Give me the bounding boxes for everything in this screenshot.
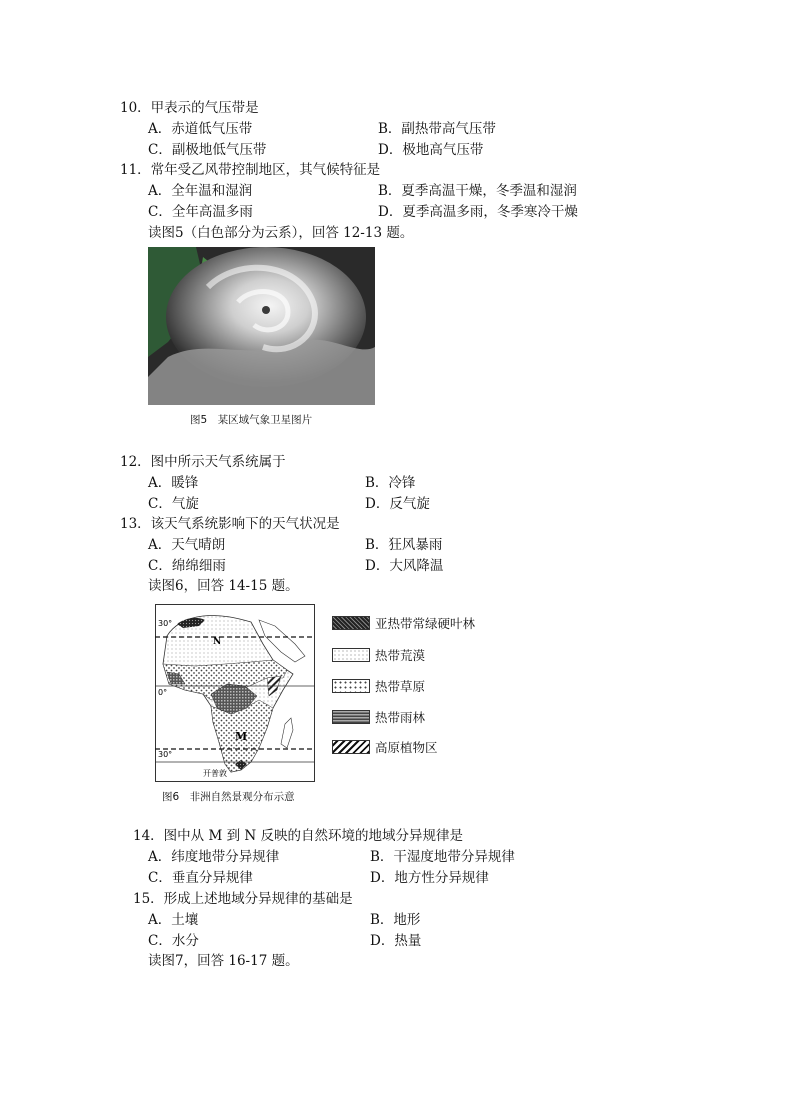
legend-label-plateau: 高原植物区: [375, 740, 438, 755]
q11-option-d: D．夏季高温多雨，冬季寒冷干燥: [378, 204, 578, 220]
q11-stem: 11．常年受乙风带控制地区，其气候特征是: [120, 162, 381, 178]
q11-option-c: C．全年高温多雨: [148, 204, 253, 220]
q15-stem: 15．形成上述地域分异规律的基础是: [133, 891, 353, 907]
q12-option-c: C．气旋: [148, 496, 199, 512]
q11-option-a: A．全年温和湿润: [148, 183, 253, 199]
q13-option-c: C．绵绵细雨: [148, 558, 226, 574]
legend-swatch-plateau: [332, 740, 370, 754]
legend-label-rainforest: 热带雨林: [375, 710, 426, 725]
q14-option-d: D．地方性分异规律: [370, 870, 489, 886]
fig6-intro: 读图6，回答 14-15 题。: [148, 578, 299, 594]
point-m-label: M: [235, 730, 248, 743]
cape-town-label: 开普敦: [203, 769, 227, 778]
legend-swatch-savanna: [332, 679, 370, 693]
q15-option-b: B．地形: [370, 912, 421, 928]
africa-map: [155, 604, 315, 782]
fig7-intro: 读图7，回答 16-17 题。: [148, 953, 299, 969]
fig5-intro: 读图5（白色部分为云系），回答 12-13 题。: [148, 225, 414, 241]
fig5-caption: 图5 某区域气象卫星图片: [190, 414, 313, 426]
q15-option-d: D．热量: [370, 933, 422, 949]
q12-option-d: D．反气旋: [365, 496, 430, 512]
q13-option-d: D．大风降温: [365, 558, 444, 574]
satellite-image: [148, 247, 375, 405]
q13-stem: 13．该天气系统影响下的天气状况是: [120, 516, 340, 532]
q14-option-c: C．垂直分异规律: [148, 870, 253, 886]
legend-label-savanna: 热带草原: [375, 679, 426, 694]
q14-option-a: A．纬度地带分异规律: [148, 849, 280, 865]
q12-stem: 12．图中所示天气系统属于: [120, 454, 286, 470]
point-n-label: N: [213, 637, 222, 647]
q13-option-b: B．狂风暴雨: [365, 537, 443, 553]
q10-option-d: D．极地高气压带: [378, 142, 484, 158]
lat-30n-label: 30°: [158, 619, 173, 628]
q10-option-a: A．赤道低气压带: [148, 121, 253, 137]
lat-equator-label: 0°: [158, 688, 168, 697]
q14-stem: 14．图中从 M 到 N 反映的自然环境的地域分异规律是: [133, 828, 463, 844]
q12-option-a: A．暖锋: [148, 475, 199, 491]
q10-stem: 10．甲表示的气压带是: [120, 100, 259, 116]
legend-swatch-desert: [332, 648, 370, 662]
q13-option-a: A．天气晴朗: [148, 537, 226, 553]
fig6-caption: 图6 非洲自然景观分布示意: [162, 791, 295, 803]
legend-label-desert: 热带荒漠: [375, 648, 426, 663]
q12-option-b: B．冷锋: [365, 475, 416, 491]
q15-option-a: A．土壤: [148, 912, 199, 928]
q14-option-b: B．干湿度地带分异规律: [370, 849, 515, 865]
q11-option-b: B．夏季高温干燥，冬季温和湿润: [378, 183, 577, 199]
lat-30s-label: 30°: [158, 750, 173, 759]
legend-swatch-rainforest: [332, 710, 370, 724]
q15-option-c: C．水分: [148, 933, 199, 949]
q10-option-c: C．副极地低气压带: [148, 142, 267, 158]
legend-label-mediterranean: 亚热带常绿硬叶林: [375, 616, 476, 631]
q10-option-b: B．副热带高气压带: [378, 121, 496, 137]
legend-swatch-mediterranean: [332, 616, 370, 630]
